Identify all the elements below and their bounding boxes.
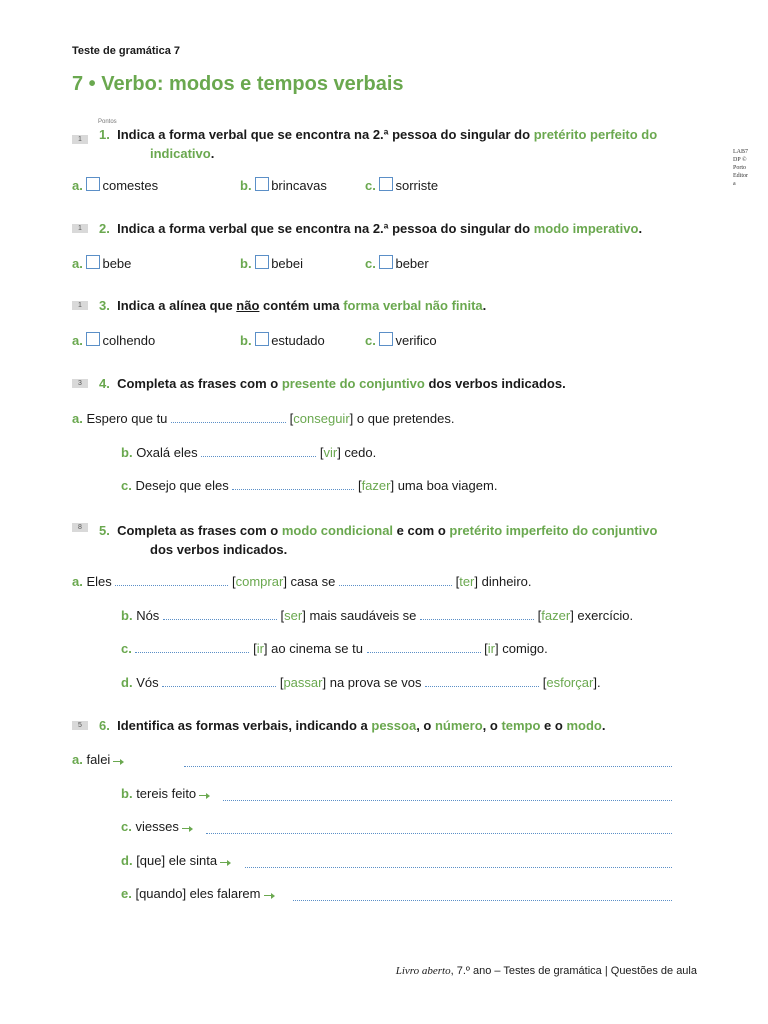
- q2-option-a[interactable]: a. bebe: [72, 256, 132, 271]
- q1-option-b[interactable]: b. brincavas: [240, 178, 327, 193]
- points-badge: 3: [72, 379, 88, 388]
- footer: Livro aberto, 7.º ano – Testes de gramática | Questões de aula: [395, 965, 697, 977]
- points-badge: 1: [72, 301, 88, 310]
- side-note: LAB7 DP © Porto Editor a: [733, 149, 748, 187]
- answer-blank[interactable]: [115, 573, 228, 586]
- answer-blank[interactable]: [163, 607, 277, 620]
- checkbox[interactable]: [255, 255, 269, 269]
- arrow-right-icon: [264, 892, 276, 898]
- page-title: 7 • Verbo: modos e tempos verbais: [72, 73, 404, 95]
- answer-blank[interactable]: [135, 640, 249, 653]
- question-number: 1.: [99, 127, 110, 142]
- checkbox[interactable]: [86, 255, 100, 269]
- arrow-right-icon: [199, 792, 211, 798]
- q5-item-c: c. [ir] ao cinema se tu [ir] comigo.: [121, 641, 548, 656]
- points-badge: 1: [72, 135, 88, 144]
- q3-option-c[interactable]: c. verifico: [365, 333, 437, 348]
- q6-item-a: a. falei: [72, 752, 672, 767]
- arrow-right-icon: [113, 758, 125, 764]
- answer-blank[interactable]: [425, 674, 539, 687]
- q1-option-c[interactable]: c. sorriste: [365, 178, 439, 193]
- q6-item-b: b. tereis feito: [121, 786, 672, 801]
- answer-line[interactable]: [184, 754, 672, 767]
- question-3: 3. Indica a alínea que não contém uma forma verbal não finita.: [99, 298, 487, 313]
- answer-blank[interactable]: [339, 573, 452, 586]
- checkbox[interactable]: [379, 332, 393, 346]
- q2-option-c[interactable]: c. beber: [365, 256, 429, 271]
- q3-option-b[interactable]: b. estudado: [240, 333, 325, 348]
- arrow-right-icon: [182, 825, 194, 831]
- points-badge: 8: [72, 523, 88, 532]
- checkbox[interactable]: [255, 177, 269, 191]
- answer-line[interactable]: [293, 888, 672, 901]
- answer-blank[interactable]: [420, 607, 534, 620]
- q5-item-b: b. Nós [ser] mais saudáveis se [fazer] exercício.: [121, 608, 634, 623]
- question-4: 4. Completa as frases com o presente do conjuntivo dos verbos indicados.: [99, 376, 566, 391]
- q3-option-a[interactable]: a. colhendo: [72, 333, 156, 348]
- question-6: 6. Identifica as formas verbais, indicando a pessoa, o número, o tempo e o modo.: [99, 718, 606, 733]
- q6-item-d: d. [que] ele sinta: [121, 853, 672, 868]
- checkbox[interactable]: [255, 332, 269, 346]
- answer-line[interactable]: [206, 821, 672, 834]
- question-2: 2. Indica a forma verbal que se encontra na 2.ª pessoa do singular do modo imperativo.: [99, 221, 643, 236]
- answer-blank[interactable]: [162, 674, 276, 687]
- q6-item-e: e. [quando] eles falarem: [121, 886, 672, 901]
- answer-line[interactable]: [223, 788, 672, 801]
- q5-item-d: d. Vós [passar] na prova se vos [esforçar].: [121, 675, 601, 690]
- question-5: 5. Completa as frases com o modo condicional e com o pretérito imperfeito do conjuntivo dos verbos indicados.: [99, 523, 658, 557]
- q5-item-a: a. Eles [comprar] casa se [ter] dinheiro.: [72, 574, 532, 589]
- answer-blank[interactable]: [201, 444, 316, 457]
- q2-option-b[interactable]: b. bebei: [240, 256, 303, 271]
- points-label: Pontos: [98, 119, 117, 125]
- q4-item-c: c. Desejo que eles [fazer] uma boa viagem.: [121, 478, 498, 493]
- page-subtitle: Teste de gramática 7: [72, 45, 181, 57]
- answer-line[interactable]: [245, 855, 672, 868]
- q1-option-a[interactable]: a. comestes: [72, 178, 159, 193]
- arrow-right-icon: [220, 859, 232, 865]
- q6-item-c: c. viesses: [121, 819, 672, 834]
- q4-item-a: a. Espero que tu [conseguir] o que pretendes.: [72, 411, 455, 426]
- checkbox[interactable]: [379, 177, 393, 191]
- checkbox[interactable]: [86, 332, 100, 346]
- question-1: 1. Indica a forma verbal que se encontra na 2.ª pessoa do singular do pretérito perfeito do indicativo.: [99, 127, 658, 161]
- checkbox[interactable]: [86, 177, 100, 191]
- answer-blank[interactable]: [232, 477, 354, 490]
- q4-item-b: b. Oxalá eles [vir] cedo.: [121, 445, 377, 460]
- checkbox[interactable]: [379, 255, 393, 269]
- points-badge: 5: [72, 721, 88, 730]
- answer-blank[interactable]: [367, 640, 481, 653]
- answer-blank[interactable]: [171, 410, 286, 423]
- points-badge: 1: [72, 224, 88, 233]
